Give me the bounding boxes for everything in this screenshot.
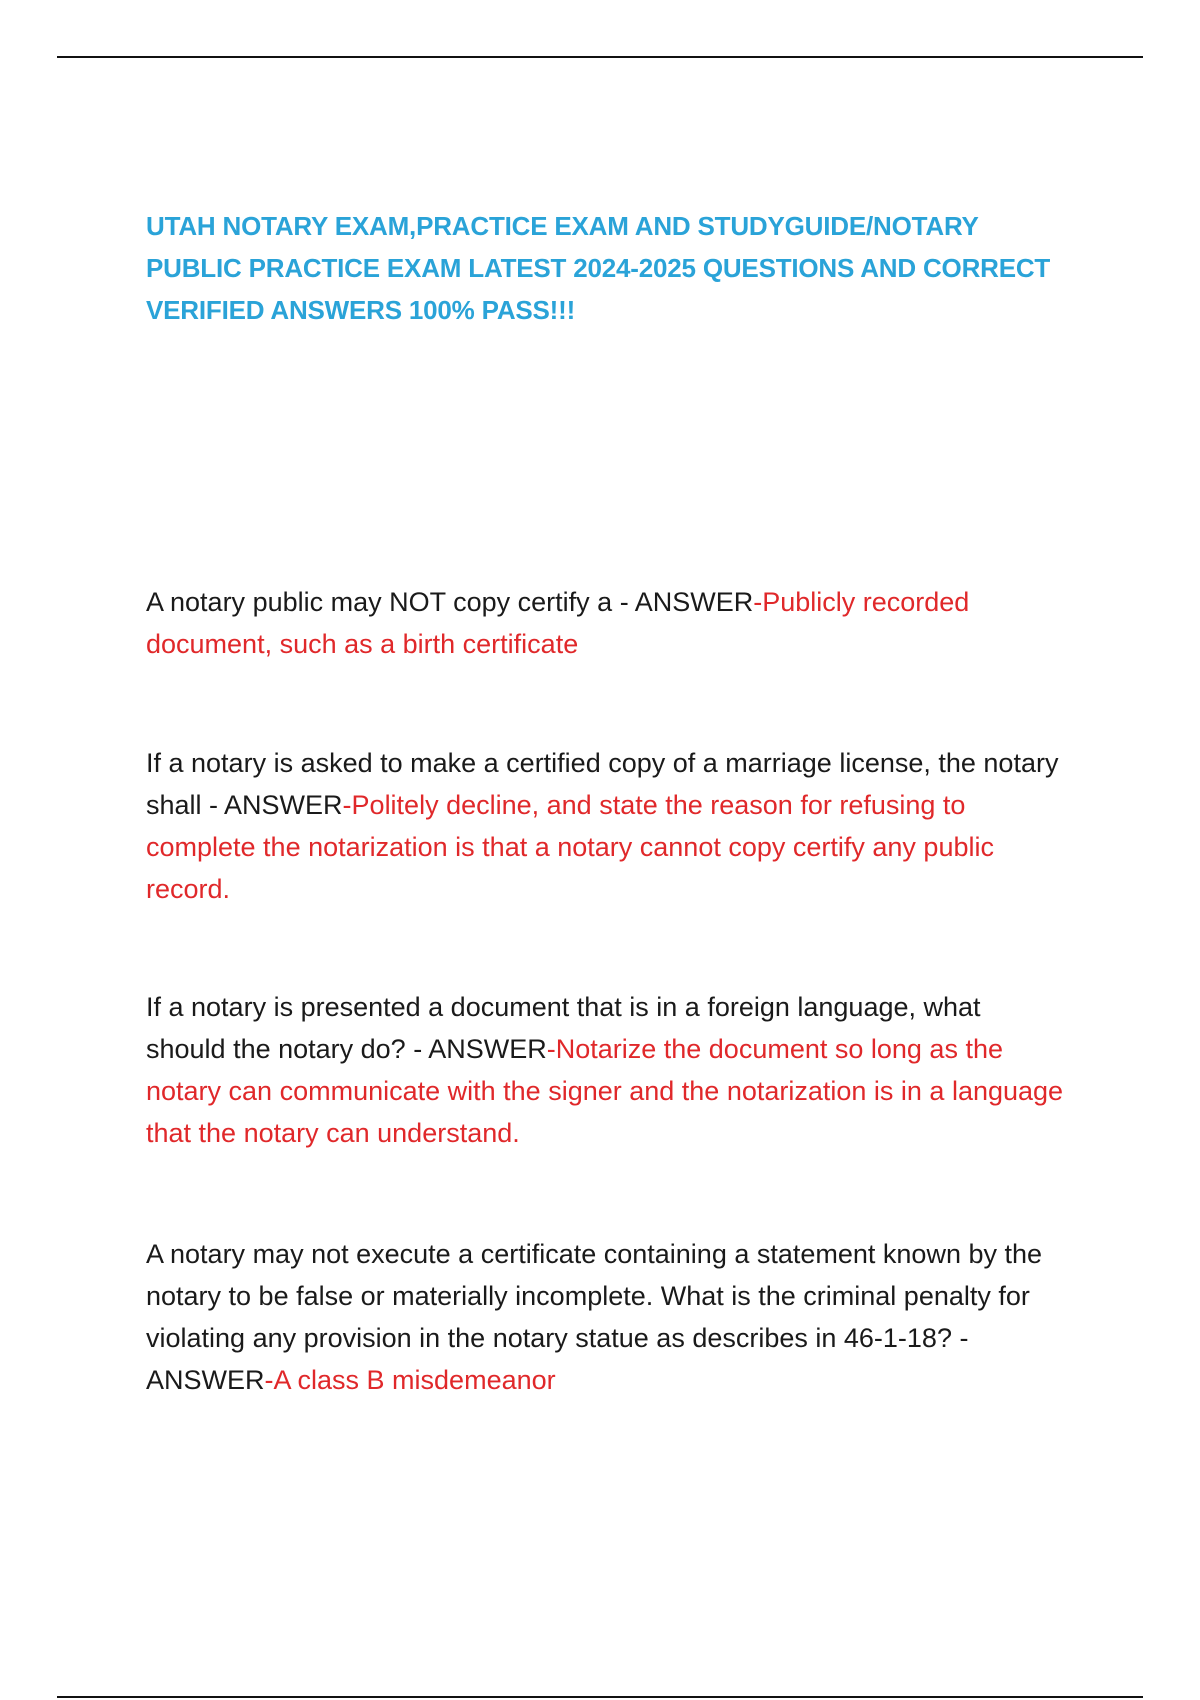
question-text: If a notary is presented a document that is in a foreign language, what should the notary do? [146, 992, 981, 1064]
answer-text: -Notarize the document so long as the notary can communicate with the signer and the notarization is in a language that the notary can understand. [146, 1034, 1064, 1148]
question-text: A notary may not execute a certificate containing a statement known by the notary to be false or materially incomplete. What is the criminal penalty for violating any provision in the notary statue as describes in 46-1-18? [146, 1239, 1043, 1353]
qa-item-2 [146, 742, 1066, 910]
answer-marker: - ANSWER [619, 587, 754, 617]
qa-item-3 [146, 986, 1066, 1154]
answer-marker: - ANSWER [146, 1323, 969, 1395]
question-text: If a notary is asked to make a certified copy of a marriage license, the notary shall [146, 748, 1059, 820]
answer-marker: - ANSWER [209, 790, 343, 820]
qa-item-1 [146, 581, 1066, 665]
question-text: A notary public may NOT copy certify a [146, 587, 620, 617]
footer-rule [57, 1696, 1143, 1698]
answer-text: -A class B misdemeanor [264, 1365, 556, 1395]
document-title: UTAH NOTARY EXAM,PRACTICE EXAM AND STUDYGUIDE/NOTARY PUBLIC PRACTICE EXAM LATEST 2024-2025 QUESTIONS AND CORRECT VERIFIED ANSWERS 100% PASS!!! [146, 211, 1051, 325]
answer-text: -Politely decline, and state the reason for refusing to complete the notarization is that a notary cannot copy certify any public record. [146, 790, 994, 904]
header-rule [57, 56, 1143, 58]
answer-text: -Publicly recorded document, such as a birth certificate [146, 587, 970, 659]
qa-item-4 [146, 1233, 1066, 1401]
answer-marker: - ANSWER [413, 1034, 547, 1064]
